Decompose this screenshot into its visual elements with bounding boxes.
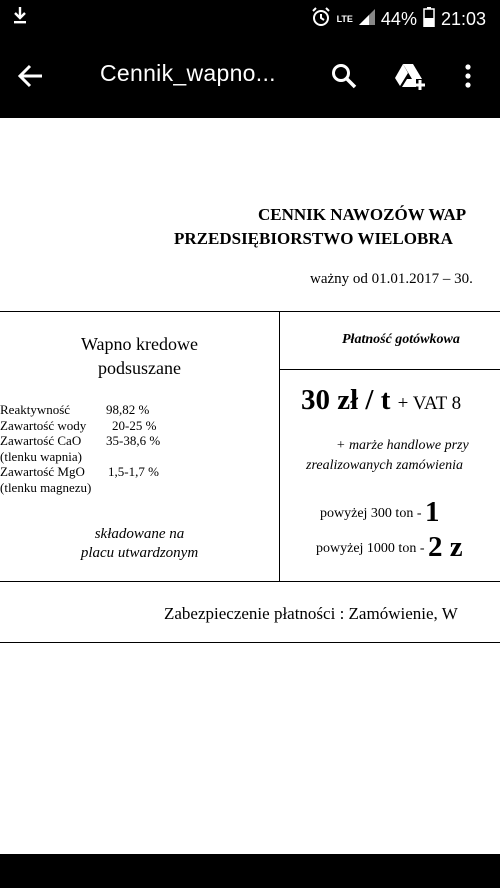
download-icon xyxy=(12,6,28,30)
network-type: LTE xyxy=(336,14,353,24)
table-column-divider xyxy=(279,311,280,581)
status-bar xyxy=(0,0,500,36)
property-label: (tlenku wapnia) xyxy=(0,448,82,464)
tier-value: 1 xyxy=(424,496,440,528)
payment-security-note: Zabezpieczenie płatności : Zamówienie, W xyxy=(164,604,458,623)
app-bar xyxy=(0,36,500,116)
property-row xyxy=(0,433,161,449)
property-row xyxy=(0,449,91,465)
product-name-line2: podsuszane xyxy=(98,358,181,378)
property-row xyxy=(0,417,157,434)
battery-icon xyxy=(423,7,435,32)
tier-value: 2 z xyxy=(427,531,463,563)
property-value: 20-25 % xyxy=(112,417,157,433)
property-row xyxy=(0,480,91,496)
price-value: 30 zł / t xyxy=(301,384,391,416)
property-label: Zawartość CaO xyxy=(0,433,82,448)
document-title: Cennik_wapno... xyxy=(100,60,276,86)
tier-label: powyżej 1000 ton - xyxy=(316,541,425,556)
doc-heading-line2: PRZEDSIĘBIORSTWO WIELOBRA xyxy=(174,229,453,248)
payment-header: Płatność gotówkowa xyxy=(342,332,460,347)
signal-icon xyxy=(359,9,375,30)
price xyxy=(301,384,461,417)
battery-percent: 44% xyxy=(380,9,417,29)
property-label: Reaktywność xyxy=(0,402,71,417)
property-label: (tlenku magnezu) xyxy=(0,479,92,495)
property-value: 1,5-1,7 % xyxy=(108,464,159,479)
property-value: 98,82 % xyxy=(106,402,150,417)
property-label: Zawartość wody xyxy=(0,417,87,433)
document-page[interactable] xyxy=(0,118,500,854)
property-row xyxy=(0,402,150,418)
property-label: Zawartość MgO xyxy=(0,464,85,479)
tier-1000 xyxy=(316,531,463,564)
doc-heading-line1: CENNIK NAWOZÓW WAP xyxy=(258,205,467,224)
search-icon[interactable] xyxy=(324,56,364,96)
vat-label: + VAT 8 xyxy=(397,393,462,414)
margin-note-line1: + marże handlowe przy xyxy=(336,438,469,453)
validity-date: ważny od 01.01.2017 – 30. xyxy=(310,271,473,287)
tier-label: powyżej 300 ton - xyxy=(320,506,422,521)
table-top-border xyxy=(0,311,500,312)
property-row xyxy=(0,464,159,480)
product-properties xyxy=(0,402,161,495)
property-value: 35-38,6 % xyxy=(106,433,161,448)
header-row-border xyxy=(280,369,500,370)
security-row-border xyxy=(0,642,500,643)
google-drive-add-icon[interactable] xyxy=(390,56,430,96)
back-arrow-icon[interactable] xyxy=(16,56,56,96)
margin-note-line2: zrealizowanych zamówienia xyxy=(306,458,463,473)
alarm-icon xyxy=(311,7,331,32)
product-name-line1: Wapno kredowe xyxy=(80,334,198,354)
more-vertical-icon[interactable] xyxy=(448,56,488,96)
clock: 21:03 xyxy=(440,9,486,29)
storage-line1: składowane na xyxy=(94,526,185,542)
storage-line2: placu utwardzonym xyxy=(80,545,199,561)
navigation-bar xyxy=(0,854,500,888)
tier-300 xyxy=(320,496,439,529)
table-bottom-border xyxy=(0,581,500,582)
